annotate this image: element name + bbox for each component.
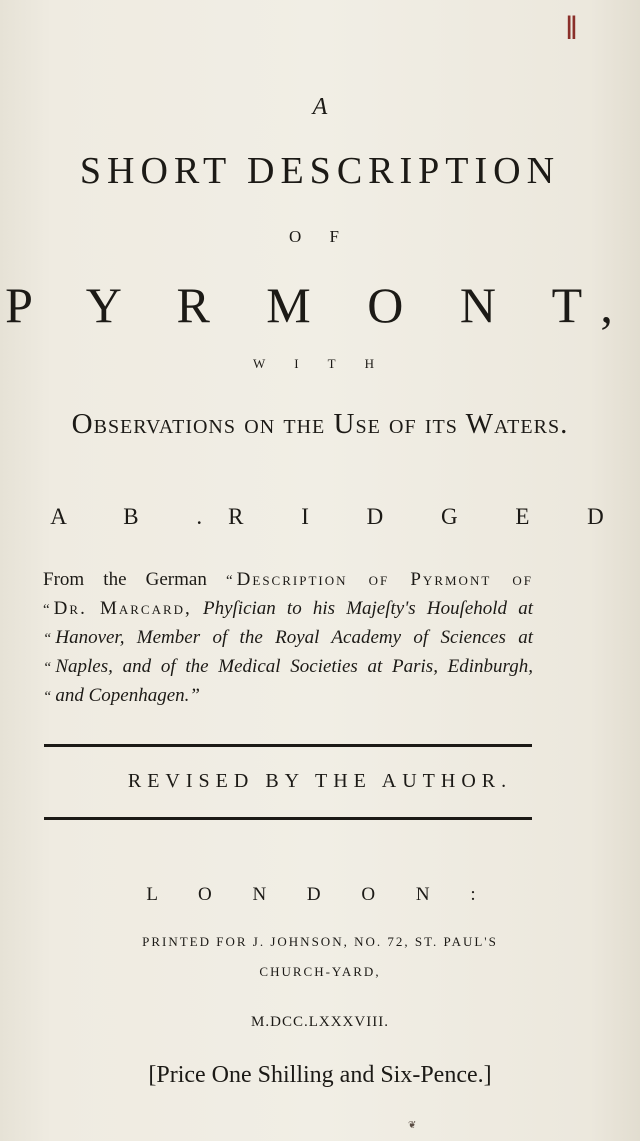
- subtitle: Observations on the Use of its Waters.: [71, 408, 569, 440]
- open-quote: “: [43, 689, 52, 705]
- title-place: P Y R M O N T,: [5, 277, 635, 333]
- source-line: [43, 595, 533, 624]
- imprint-printer: PRINTED FOR J. JOHNSON, NO. 72, ST. PAUL'S: [142, 934, 498, 949]
- divider-rule: [44, 817, 532, 820]
- open-quote: “: [43, 602, 50, 618]
- title-with: W I T H: [253, 356, 387, 371]
- source-line-1b: Description of Pyrmont of: [236, 569, 534, 590]
- source-line-2a: Dr. Marcard,: [53, 598, 192, 619]
- source-line-5: and Copenhagen.”: [55, 685, 200, 706]
- open-quote: “: [225, 573, 233, 589]
- open-quote: “: [43, 660, 52, 676]
- source-description: [43, 566, 533, 711]
- open-quote: “: [43, 631, 52, 647]
- source-line-2b: Phyſician to his Majeſty's Houſehold at: [202, 598, 533, 619]
- imprint-date: M.DCC.LXXXVIII.: [251, 1014, 389, 1030]
- price-note: [Price One Shilling and Six-Pence.]: [148, 1062, 492, 1088]
- abridged-label: A B .R I D G E D: [50, 504, 630, 529]
- imprint-city: L O N D O N :: [146, 884, 494, 905]
- source-line-1a: From the German: [43, 569, 207, 590]
- title-of: O F: [289, 227, 351, 246]
- source-line: [43, 566, 533, 595]
- source-line: [43, 653, 533, 682]
- source-line-3: Hanover, Member of the Royal Academy of Sciences at: [55, 627, 533, 648]
- source-line: [43, 682, 533, 711]
- imprint-address: CHURCH-YARD,: [259, 964, 381, 979]
- source-line: [43, 624, 533, 653]
- title-article: A: [312, 94, 328, 120]
- ornament-icon: ❦: [408, 1120, 417, 1131]
- corner-mark: ‖: [566, 10, 576, 47]
- divider-rule: [44, 744, 532, 747]
- revised-note: REVISED BY THE AUTHOR.: [127, 770, 513, 792]
- title-main: SHORT DESCRIPTION: [79, 150, 561, 192]
- source-line-4: Naples, and of the Medical Societies at Paris, Edinburgh,: [55, 656, 533, 677]
